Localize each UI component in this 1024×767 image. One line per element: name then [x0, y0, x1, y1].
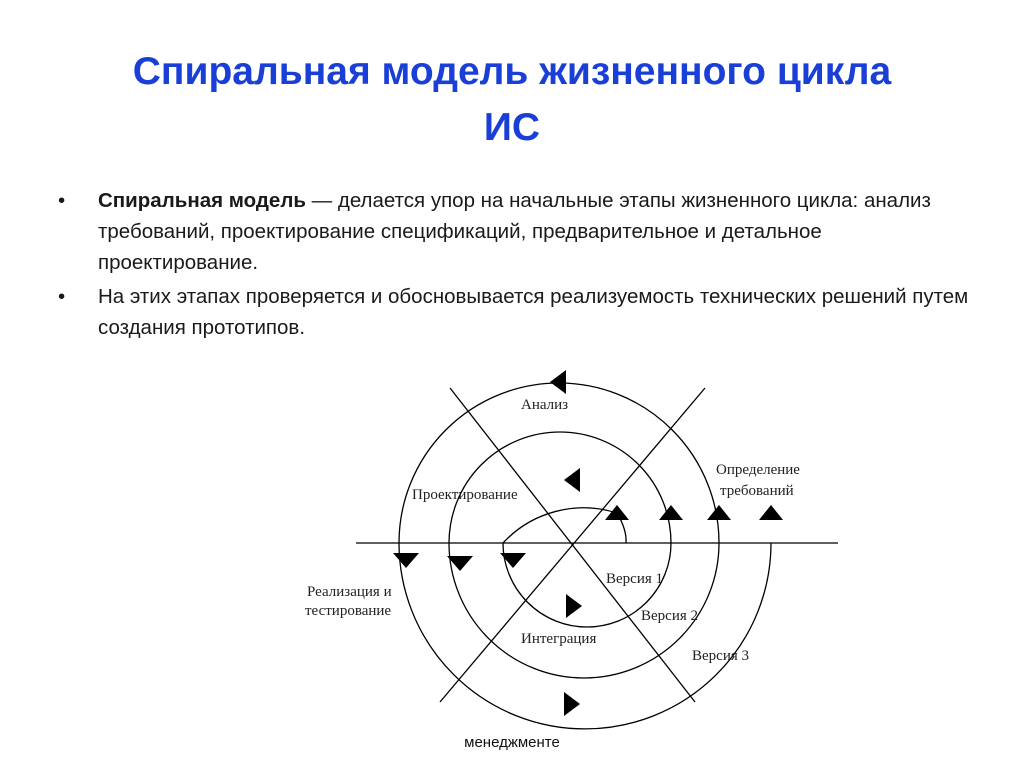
arrow-up-icon [605, 505, 629, 520]
arrow-up-icon [707, 505, 731, 520]
diagonal-axis-2 [440, 388, 705, 702]
label-requirements-line-2: требований [720, 483, 794, 499]
arrow-up-icon [659, 505, 683, 520]
slide-title-line-1: Спиральная модель жизненного цикла [132, 50, 892, 93]
label-implementation-line-2: тестирование [305, 603, 392, 619]
label-integration: Интеграция [521, 631, 597, 647]
arrow-right-icon [564, 692, 580, 716]
label-version-3: Версия 3 [692, 648, 749, 664]
bullet-text: На этих этапах проверяется и обосновывается реализуемость технических решений путем создания прототипов. [98, 285, 969, 339]
arrow-left-icon [550, 370, 566, 394]
arrow-right-icon [566, 594, 582, 618]
arrow-down-icon [500, 553, 526, 568]
bullet-bold-term: Спиральная модель [98, 189, 306, 212]
label-requirements-line-1: Определение [716, 462, 800, 478]
bullet-marker: • [58, 189, 66, 212]
arrow-down-icon [393, 553, 419, 568]
caption-text: менеджменте [464, 734, 560, 751]
label-design: Проектирование [412, 487, 518, 503]
bullet-text: — делается упор на начальные этапы жизненного цикла: анализ требований, проектирование спецификаций, предварительное и детальное проектирование. [98, 189, 931, 274]
label-version-2: Версия 2 [641, 608, 698, 624]
label-implementation-line-1: Реализация и [307, 584, 392, 600]
label-version-1: Версия 1 [606, 571, 663, 587]
label-analysis: Анализ [521, 397, 569, 413]
arrow-up-icon [759, 505, 783, 520]
slide-title-line-2: ИС [483, 106, 541, 149]
bullet-marker: • [58, 285, 66, 308]
arrow-left-icon [564, 468, 580, 492]
